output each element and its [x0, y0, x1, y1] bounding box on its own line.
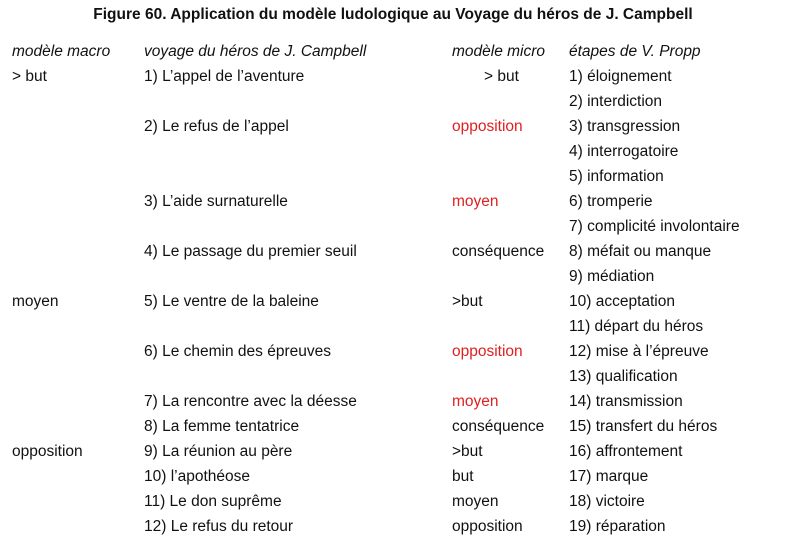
table-row — [0, 68, 786, 93]
table-row — [0, 118, 786, 143]
cell-macro: moyen — [12, 293, 59, 310]
cell-propp: 5) information — [569, 168, 664, 185]
cell-campbell: 8) La femme tentatrice — [144, 418, 300, 435]
cell-propp: 18) victoire — [569, 493, 645, 510]
cell-campbell: 2) Le refus de l’appel — [144, 118, 289, 135]
cell-campbell: 6) Le chemin des épreuves — [144, 343, 331, 360]
cell-micro: >but — [452, 293, 483, 310]
cell-campbell: 12) Le refus du retour — [144, 518, 294, 535]
table-row — [0, 393, 786, 418]
figure-title: Figure 60. Application du modèle ludologique au Voyage du héros de J. Campbell — [93, 6, 693, 23]
table-row — [0, 93, 786, 118]
table-row — [0, 243, 786, 268]
cell-propp: 8) méfait ou manque — [569, 243, 712, 260]
cell-propp: 12) mise à l’épreuve — [569, 343, 709, 360]
cell-propp: 17) marque — [569, 468, 649, 485]
table-row — [0, 143, 786, 168]
cell-propp: 16) affrontement — [569, 443, 683, 460]
cell-micro: conséquence — [452, 418, 545, 435]
cell-campbell: 3) L’aide surnaturelle — [144, 193, 288, 210]
table-row — [0, 518, 786, 543]
table-row — [0, 293, 786, 318]
cell-propp: 9) médiation — [569, 268, 655, 285]
cell-micro: >but — [452, 443, 483, 460]
header-macro: modèle macro — [12, 43, 111, 60]
cell-campbell: 11) Le don suprême — [144, 493, 282, 510]
cell-campbell: 7) La rencontre avec la déesse — [144, 393, 357, 410]
cell-macro: > but — [12, 68, 47, 85]
cell-macro: opposition — [12, 443, 83, 460]
table-row — [0, 418, 786, 443]
cell-micro: conséquence — [452, 243, 545, 260]
cell-campbell: 9) La réunion au père — [144, 443, 293, 460]
cell-propp: 1) éloignement — [569, 68, 672, 85]
cell-propp: 19) réparation — [569, 518, 666, 535]
cell-propp: 2) interdiction — [569, 93, 663, 110]
cell-propp: 7) complicité involontaire — [569, 218, 740, 235]
cell-micro: opposition — [452, 343, 523, 360]
table-row — [0, 168, 786, 193]
cell-micro: > but — [484, 68, 519, 85]
cell-propp: 15) transfert du héros — [569, 418, 718, 435]
cell-micro: opposition — [452, 118, 523, 135]
cell-propp: 4) interrogatoire — [569, 143, 679, 160]
header-campbell: voyage du héros de J. Campbell — [144, 43, 367, 60]
cell-propp: 11) départ du héros — [569, 318, 704, 335]
cell-micro: moyen — [452, 193, 499, 210]
cell-campbell: 4) Le passage du premier seuil — [144, 243, 357, 260]
table-row — [0, 468, 786, 493]
table-row — [0, 493, 786, 518]
table-row — [0, 318, 786, 343]
table-row — [0, 268, 786, 293]
cell-campbell: 10) l’apothéose — [144, 468, 250, 485]
table-row — [0, 218, 786, 243]
cell-campbell: 5) Le ventre de la baleine — [144, 293, 319, 310]
table-row — [0, 443, 786, 468]
table-row — [0, 193, 786, 218]
table-row — [0, 368, 786, 393]
cell-micro: opposition — [452, 518, 523, 535]
header-propp: étapes de V. Propp — [569, 43, 701, 60]
cell-propp: 13) qualification — [569, 368, 678, 385]
cell-propp: 14) transmission — [569, 393, 683, 410]
cell-micro: moyen — [452, 393, 499, 410]
cell-propp: 10) acceptation — [569, 293, 675, 310]
cell-propp: 6) tromperie — [569, 193, 653, 210]
cell-micro: moyen — [452, 493, 499, 510]
header-micro: modèle micro — [452, 43, 546, 60]
cell-micro: but — [452, 468, 474, 485]
table-row — [0, 343, 786, 368]
cell-propp: 3) transgression — [569, 118, 681, 135]
cell-campbell: 1) L’appel de l’aventure — [144, 68, 305, 85]
